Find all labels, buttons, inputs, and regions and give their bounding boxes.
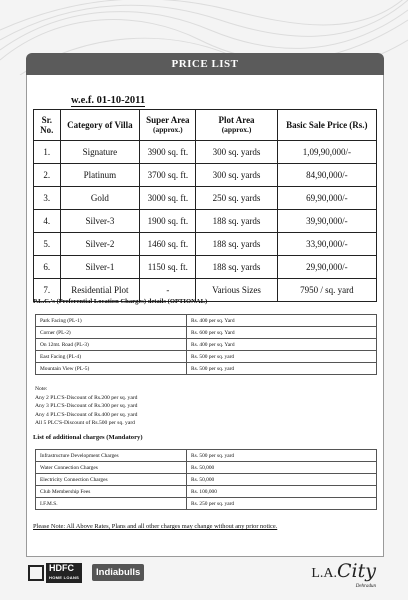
plc-name: Mountain View (PL-5) xyxy=(36,363,187,375)
table-row xyxy=(34,164,377,187)
cell-super-area: 1900 sq. ft. xyxy=(140,210,196,233)
hdfc-subtitle: HOME LOANS xyxy=(49,575,80,580)
table-row xyxy=(36,327,377,339)
header-super-area-label: Super Area xyxy=(146,115,190,125)
table-row xyxy=(34,256,377,279)
cell-category: Signature xyxy=(60,141,140,164)
charge-name: I.F.M.S. xyxy=(36,498,187,510)
note-line: Any 4 PLC'S-Discount of Rs.400 per sq. yard xyxy=(35,411,138,418)
table-row xyxy=(34,210,377,233)
plc-section-title: P.L.C.'s (Preferential Location Charges) details (OPTIONAL) xyxy=(33,298,208,305)
plc-name: East Facing (PL-4) xyxy=(36,351,187,363)
hdfc-square-icon xyxy=(28,565,44,581)
cell-price: 39,90,000/- xyxy=(277,210,376,233)
charge-amount: Rs. 500 per sq. yard xyxy=(187,450,377,462)
additional-charges-table xyxy=(35,449,377,510)
header-category: Category of Villa xyxy=(60,110,140,141)
plc-table xyxy=(35,314,377,375)
cell-sr: 3. xyxy=(34,187,61,210)
cell-super-area: 3000 sq. ft. xyxy=(140,187,196,210)
plc-charge: Rs. 400 per sq. Yard xyxy=(187,339,377,351)
table-row xyxy=(34,187,377,210)
header-plot-area-sub: (approx.) xyxy=(221,125,252,134)
cell-category: Gold xyxy=(60,187,140,210)
effective-date xyxy=(71,95,231,106)
cell-super-area: 3700 sq. ft. xyxy=(140,164,196,187)
price-table xyxy=(33,109,377,302)
additional-charges-title: List of additional charges (Mandatory) xyxy=(33,434,143,441)
table-row xyxy=(34,141,377,164)
table-row xyxy=(36,498,377,510)
header-super-area xyxy=(140,110,196,141)
plc-charge: Rs. 400 per sq. Yard xyxy=(187,315,377,327)
charge-amount: Rs. 50,000 xyxy=(187,474,377,486)
plc-name: Park Facing (PL-1) xyxy=(36,315,187,327)
plc-charge: Rs. 500 per sq. yard xyxy=(187,363,377,375)
effective-date-text: w.e.f. 01-10-2011 xyxy=(71,95,146,106)
cell-category: Silver-1 xyxy=(60,256,140,279)
cell-plot-area: 188 sq. yards xyxy=(196,256,277,279)
charge-amount: Rs. 100,000 xyxy=(187,486,377,498)
la-city-prefix: L.A. xyxy=(311,566,338,581)
cell-price: 29,90,000/- xyxy=(277,256,376,279)
hdfc-wordmark xyxy=(46,563,82,583)
hdfc-name: HDFC xyxy=(49,563,74,573)
charge-name: Electricity Connection Charges xyxy=(36,474,187,486)
cell-plot-area: 188 sq. yards xyxy=(196,210,277,233)
page-title: PRICE LIST xyxy=(171,58,239,70)
table-row xyxy=(36,450,377,462)
cell-category: Silver-3 xyxy=(60,210,140,233)
cell-plot-area: 188 sq. yards xyxy=(196,233,277,256)
header-plot-area xyxy=(196,110,277,141)
price-list-header xyxy=(26,53,384,75)
cell-sr: 7. xyxy=(34,279,61,302)
disclaimer-note: Please Note: All Above Rates, Plans and all other charges may change without any prior notice. xyxy=(33,523,278,530)
cell-super-area: 3900 sq. ft. xyxy=(140,141,196,164)
cell-plot-area: 300 sq. yards xyxy=(196,164,277,187)
charge-amount: Rs. 250 per sq. yard xyxy=(187,498,377,510)
charge-name: Club Membership Fees xyxy=(36,486,187,498)
cell-sr: 5. xyxy=(34,233,61,256)
cell-category: Silver-2 xyxy=(60,233,140,256)
charge-name: Infrastructure Development Charges xyxy=(36,450,187,462)
cell-category: Platinum xyxy=(60,164,140,187)
charge-name: Water Connection Charges xyxy=(36,462,187,474)
note-line: All 5 PLC'S-Discount of Rs.500 per sq. yard xyxy=(35,420,135,426)
indiabulls-logo: Indiabulls xyxy=(92,564,144,581)
plc-charge: Rs. 500 per sq. yard xyxy=(187,351,377,363)
plc-name: Corner (PL-2) xyxy=(36,327,187,339)
header-basic-sale-price: Basic Sale Price (Rs.) xyxy=(277,110,376,141)
plc-charge: Rs. 600 per sq. Yard xyxy=(187,327,377,339)
cell-price: 69,90,000/- xyxy=(277,187,376,210)
cell-price: 1,09,90,000/- xyxy=(277,141,376,164)
la-city-logo xyxy=(311,560,376,589)
cell-sr: 2. xyxy=(34,164,61,187)
cell-price: 7950 / sq. yard xyxy=(277,279,376,302)
note-line: Any 2 PLC'S-Discount of Rs.200 per sq. yard xyxy=(35,394,138,401)
note-heading: Note: xyxy=(35,386,48,392)
la-city-location: Dehradun xyxy=(355,584,376,589)
header-plot-area-label: Plot Area xyxy=(218,115,255,125)
cell-price: 33,90,000/- xyxy=(277,233,376,256)
table-row xyxy=(36,462,377,474)
table-row xyxy=(36,315,377,327)
cell-sr: 6. xyxy=(34,256,61,279)
cell-price: 84,90,000/- xyxy=(277,164,376,187)
price-list-panel xyxy=(26,75,384,557)
table-row xyxy=(34,233,377,256)
cell-plot-area: 250 sq. yards xyxy=(196,187,277,210)
cell-plot-area: 300 sq. yards xyxy=(196,141,277,164)
cell-category: Residential Plot xyxy=(60,279,140,302)
cell-super-area: 1460 sq. ft. xyxy=(140,233,196,256)
header-sr-no: Sr. No. xyxy=(34,110,61,141)
table-row xyxy=(36,363,377,375)
cell-sr: 1. xyxy=(34,141,61,164)
table-row xyxy=(36,486,377,498)
table-row xyxy=(36,339,377,351)
note-line: Any 3 PLC'S-Discount of Rs.300 per sq. yard xyxy=(35,403,138,409)
charge-amount: Rs. 50,000 xyxy=(187,462,377,474)
cell-sr: 4. xyxy=(34,210,61,233)
plc-name: On 12mt. Road (PL-3) xyxy=(36,339,187,351)
header-super-area-sub: (approx.) xyxy=(153,125,183,134)
la-city-main: City xyxy=(337,560,376,582)
price-table-header-row xyxy=(34,110,377,141)
footer-logos xyxy=(26,556,384,596)
plc-discount-notes xyxy=(35,385,137,428)
hdfc-logo xyxy=(28,562,82,584)
table-row xyxy=(36,351,377,363)
cell-super-area: - xyxy=(140,279,196,302)
cell-super-area: 1150 sq. ft. xyxy=(140,256,196,279)
cell-plot-area: Various Sizes xyxy=(196,279,277,302)
table-row xyxy=(36,474,377,486)
